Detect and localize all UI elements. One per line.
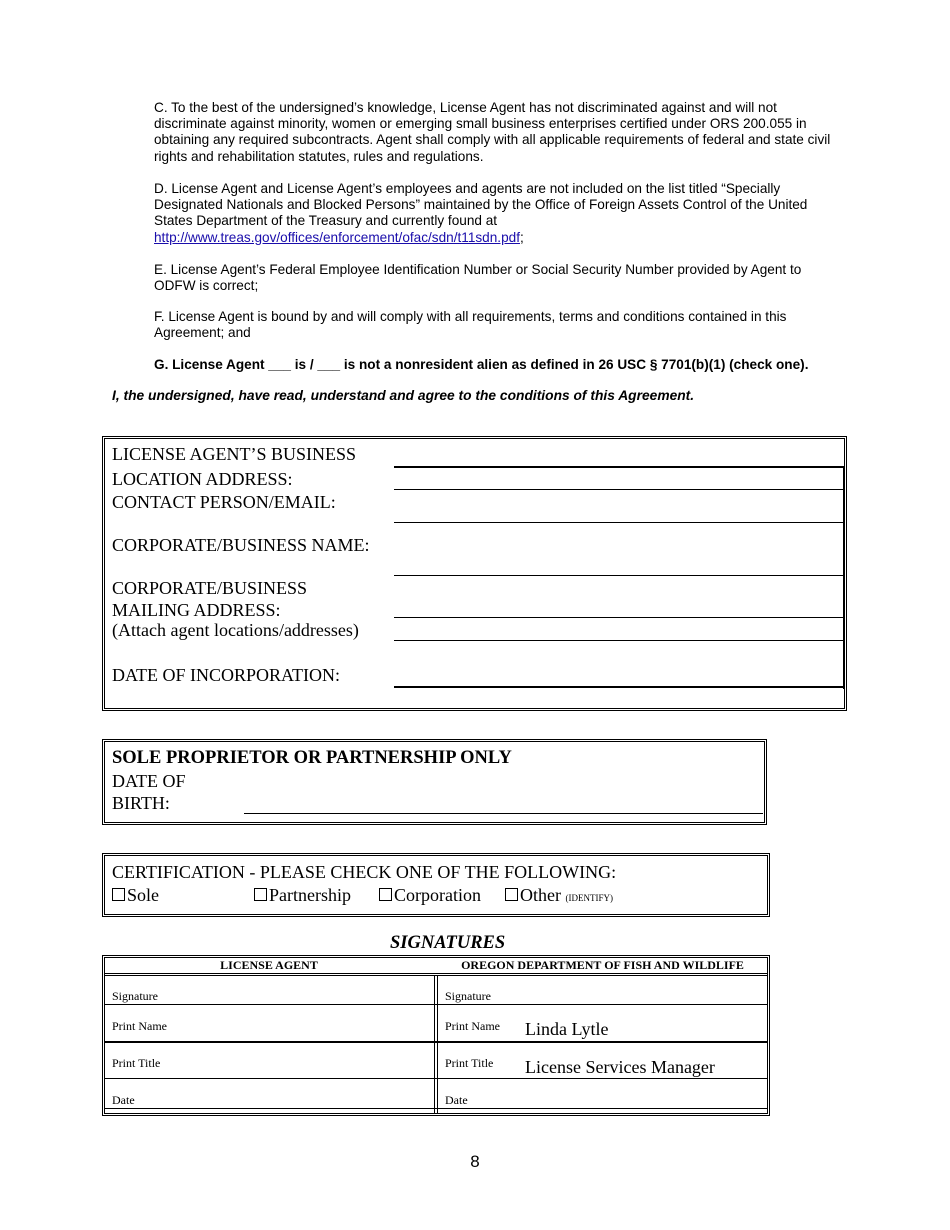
agreement-note: I, the undersigned, have read, understand and agree to the conditions of this Agreement. xyxy=(112,388,695,403)
sig-row-divider-2 xyxy=(104,1041,768,1043)
sig-row-divider-1 xyxy=(104,1004,768,1005)
dob-label-2: BIRTH: xyxy=(112,793,170,813)
option-other[interactable] xyxy=(505,885,613,908)
sig-header-divider-2 xyxy=(104,975,768,976)
clause-d-end: ; xyxy=(519,229,524,245)
signatures-title: SIGNATURES xyxy=(390,933,506,953)
corporate-name-label: CORPORATE/BUSINESS NAME: xyxy=(112,535,370,555)
other-identify-note: (IDENTIFY) xyxy=(565,893,613,903)
signatures-table xyxy=(102,955,770,1116)
location-address-field[interactable] xyxy=(394,489,844,490)
checkbox-sole[interactable] xyxy=(112,888,125,901)
corporate-name-field[interactable] xyxy=(394,575,844,576)
option-partnership[interactable] xyxy=(254,885,351,905)
checkbox-corporation[interactable] xyxy=(379,888,392,901)
license-agent-header: LICENSE AGENT xyxy=(220,958,318,972)
mailing-address-field[interactable] xyxy=(394,617,844,618)
clause-g: G. License Agent ___ is / ___ is not a nonresident alien as defined in 26 USC § 7701(b)(1) (check one). xyxy=(154,357,809,372)
contact-person-label: CONTACT PERSON/EMAIL: xyxy=(112,492,336,512)
sig-column-divider-2 xyxy=(437,975,438,1113)
business-field-edge xyxy=(843,466,844,689)
odfw-print-title-label: Print Title xyxy=(445,1056,494,1070)
mailing-address-label-1: CORPORATE/BUSINESS xyxy=(112,578,308,598)
option-partnership-label: Partnership xyxy=(269,885,351,905)
agent-print-title-label: Print Title xyxy=(112,1056,161,1070)
odfw-header: OREGON DEPARTMENT OF FISH AND WILDLIFE xyxy=(461,958,744,972)
business-location-label-1: LICENSE AGENT’S BUSINESS xyxy=(112,444,357,464)
clause-c: C. To the best of the undersigned’s knowledge, License Agent has not discriminated against and will not discriminate against minority, women or emerging small business enterprises certified under ORS 200.055 in obtaining any required subcontracts. Agent shall comply with all applicable requirements of federal and state civil rights and rehabilitation statutes, rules and regulations. xyxy=(154,100,831,164)
mailing-address-label-3: (Attach agent locations/addresses) xyxy=(112,620,359,640)
agent-locations-field[interactable] xyxy=(394,640,844,641)
contact-email-field[interactable] xyxy=(394,522,844,523)
option-corporation-label: Corporation xyxy=(394,885,481,905)
odfw-print-name-label: Print Name xyxy=(445,1019,500,1033)
clause-d-text: D. License Agent and License Agent’s employees and agents are not included on the list titled “Specially Designated Nationals and Blocked Persons” maintained by the Office of Foreign Assets Control of the United States Department of the Treasury and currently found at xyxy=(154,181,808,229)
agent-signature-label: Signature xyxy=(112,989,158,1003)
business-location-label-2: LOCATION ADDRESS: xyxy=(112,469,293,489)
certification-heading: CERTIFICATION - PLEASE CHECK ONE OF THE FOLLOWING: xyxy=(112,862,617,882)
odfw-print-title-value: License Services Manager xyxy=(525,1057,715,1077)
odfw-signature-label: Signature xyxy=(445,989,491,1003)
sig-row-divider-4 xyxy=(104,1108,768,1109)
mailing-address-label-2: MAILING ADDRESS: xyxy=(112,600,281,620)
option-sole-label: Sole xyxy=(127,885,160,905)
clause-e: E. License Agent’s Federal Employee Identification Number or Social Security Number provided by Agent to ODFW is correct; xyxy=(154,262,802,294)
sole-proprietor-heading: SOLE PROPRIETOR OR PARTNERSHIP ONLY xyxy=(112,748,512,768)
agent-print-name-label: Print Name xyxy=(112,1019,167,1033)
agent-date-label: Date xyxy=(112,1093,135,1107)
odfw-print-name-value: Linda Lytle xyxy=(525,1019,609,1039)
dob-label-1: DATE OF xyxy=(112,771,186,791)
clause-f: F. License Agent is bound by and will comply with all requirements, terms and conditions contained in this Agreement; and xyxy=(154,309,787,341)
sig-column-divider xyxy=(434,975,435,1113)
incorporation-date-label: DATE OF INCORPORATION: xyxy=(112,665,341,685)
incorporation-date-field[interactable] xyxy=(394,686,844,688)
odfw-date-label: Date xyxy=(445,1093,468,1107)
option-corporation[interactable] xyxy=(379,885,481,905)
page-number: 8 xyxy=(470,1152,480,1171)
option-other-label: Other xyxy=(520,885,561,905)
option-sole[interactable] xyxy=(112,885,159,905)
checkbox-partnership[interactable] xyxy=(254,888,267,901)
clause-d xyxy=(154,181,834,246)
sig-header-divider xyxy=(104,973,768,974)
checkbox-other[interactable] xyxy=(505,888,518,901)
sig-row-divider-3 xyxy=(104,1078,768,1079)
business-location-field[interactable] xyxy=(394,466,844,468)
ofac-sdn-link[interactable]: http://www.treas.gov/offices/enforcement/ofac/sdn/t11sdn.pdf xyxy=(154,229,520,245)
date-of-birth-field[interactable] xyxy=(244,813,763,814)
